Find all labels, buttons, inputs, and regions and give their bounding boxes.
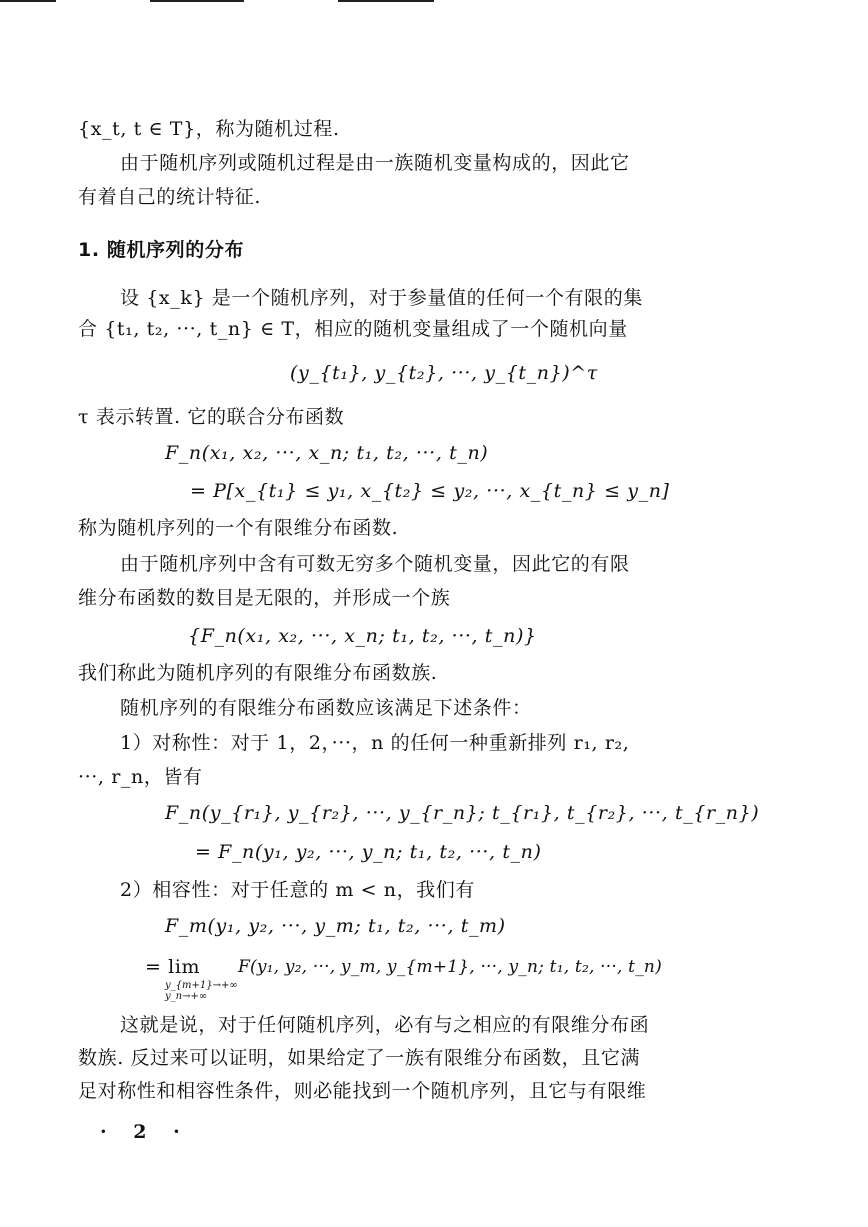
top-rule-left (0, 0, 56, 2)
text-line: 随机序列的有限维分布函数应该满足下述条件： (120, 697, 532, 719)
text-line: 1）对称性：对于 1，2，···，n 的任何一种重新排列 r₁, r₂, (120, 732, 630, 754)
text-line: 维分布函数的数目是无限的，并形成一个族 (78, 587, 451, 609)
equation: {F_n(x₁, x₂, ···, x_n; t₁, t₂, ···, t_n)} (188, 625, 537, 647)
limit-subscript: y_n→+∞ (165, 991, 208, 1002)
text-line: 2）相容性：对于任意的 m < n，我们有 (120, 879, 475, 901)
equation: F_n(y_{r₁}, y_{r₂}, ···, y_{r_n}; t_{r₁}, t_{r₂}, ···, t_{r_n}) (165, 802, 760, 824)
equation: F(y₁, y₂, ···, y_m, y_{m+1}, ···, y_n; t₁, t₂, ···, t_n) (238, 957, 662, 977)
page-number: · 2 · (100, 1121, 190, 1143)
top-rule-middle (150, 0, 244, 2)
text-line: 合 {t₁, t₂, ···, t_n} ∈ T，相应的随机变量组成了一个随机向量 (78, 318, 628, 340)
text-line: 由于随机序列中含有可数无穷多个随机变量，因此它的有限 (120, 553, 630, 575)
limit-subscript: y_{m+1}→+∞ (165, 980, 238, 991)
section-heading: 1. 随机序列的分布 (78, 239, 245, 261)
text-line: 有着自己的统计特征. (78, 186, 262, 208)
text-line: τ 表示转置. 它的联合分布函数 (78, 406, 345, 428)
text-line: 数族. 反过来可以证明，如果给定了一族有限维分布函数，且它满 (78, 1047, 641, 1069)
text-line: 这就是说，对于任何随机序列，必有与之相应的有限维分布函 (120, 1014, 650, 1036)
top-rule-right (338, 0, 434, 2)
limit-operator: = lim (145, 956, 201, 978)
text-line: {x_t, t ∈ T}，称为随机过程. (78, 118, 340, 140)
text-line: 由于随机序列或随机过程是由一族随机变量构成的，因此它 (120, 152, 630, 174)
text-line: 足对称性和相容性条件，则必能找到一个随机序列，且它与有限维 (78, 1080, 647, 1102)
text-line: 称为随机序列的一个有限维分布函数. (78, 517, 399, 539)
equation: = F_n(y₁, y₂, ···, y_n; t₁, t₂, ···, t_n) (195, 841, 542, 863)
equation: F_n(x₁, x₂, ···, x_n; t₁, t₂, ···, t_n) (165, 442, 489, 464)
equation: F_m(y₁, y₂, ···, y_m; t₁, t₂, ···, t_m) (165, 915, 506, 937)
text-line: ···, r_n，皆有 (78, 766, 203, 788)
equation: (y_{t₁}, y_{t₂}, ···, y_{t_n})^τ (290, 362, 598, 384)
equation: = P[x_{t₁} ≤ y₁, x_{t₂} ≤ y₂, ···, x_{t_n} ≤ y_n] (190, 480, 670, 502)
text-line: 我们称此为随机序列的有限维分布函数族. (78, 662, 438, 684)
text-line: 设 {x_k} 是一个随机序列，对于参量值的任何一个有限的集 (120, 287, 643, 309)
